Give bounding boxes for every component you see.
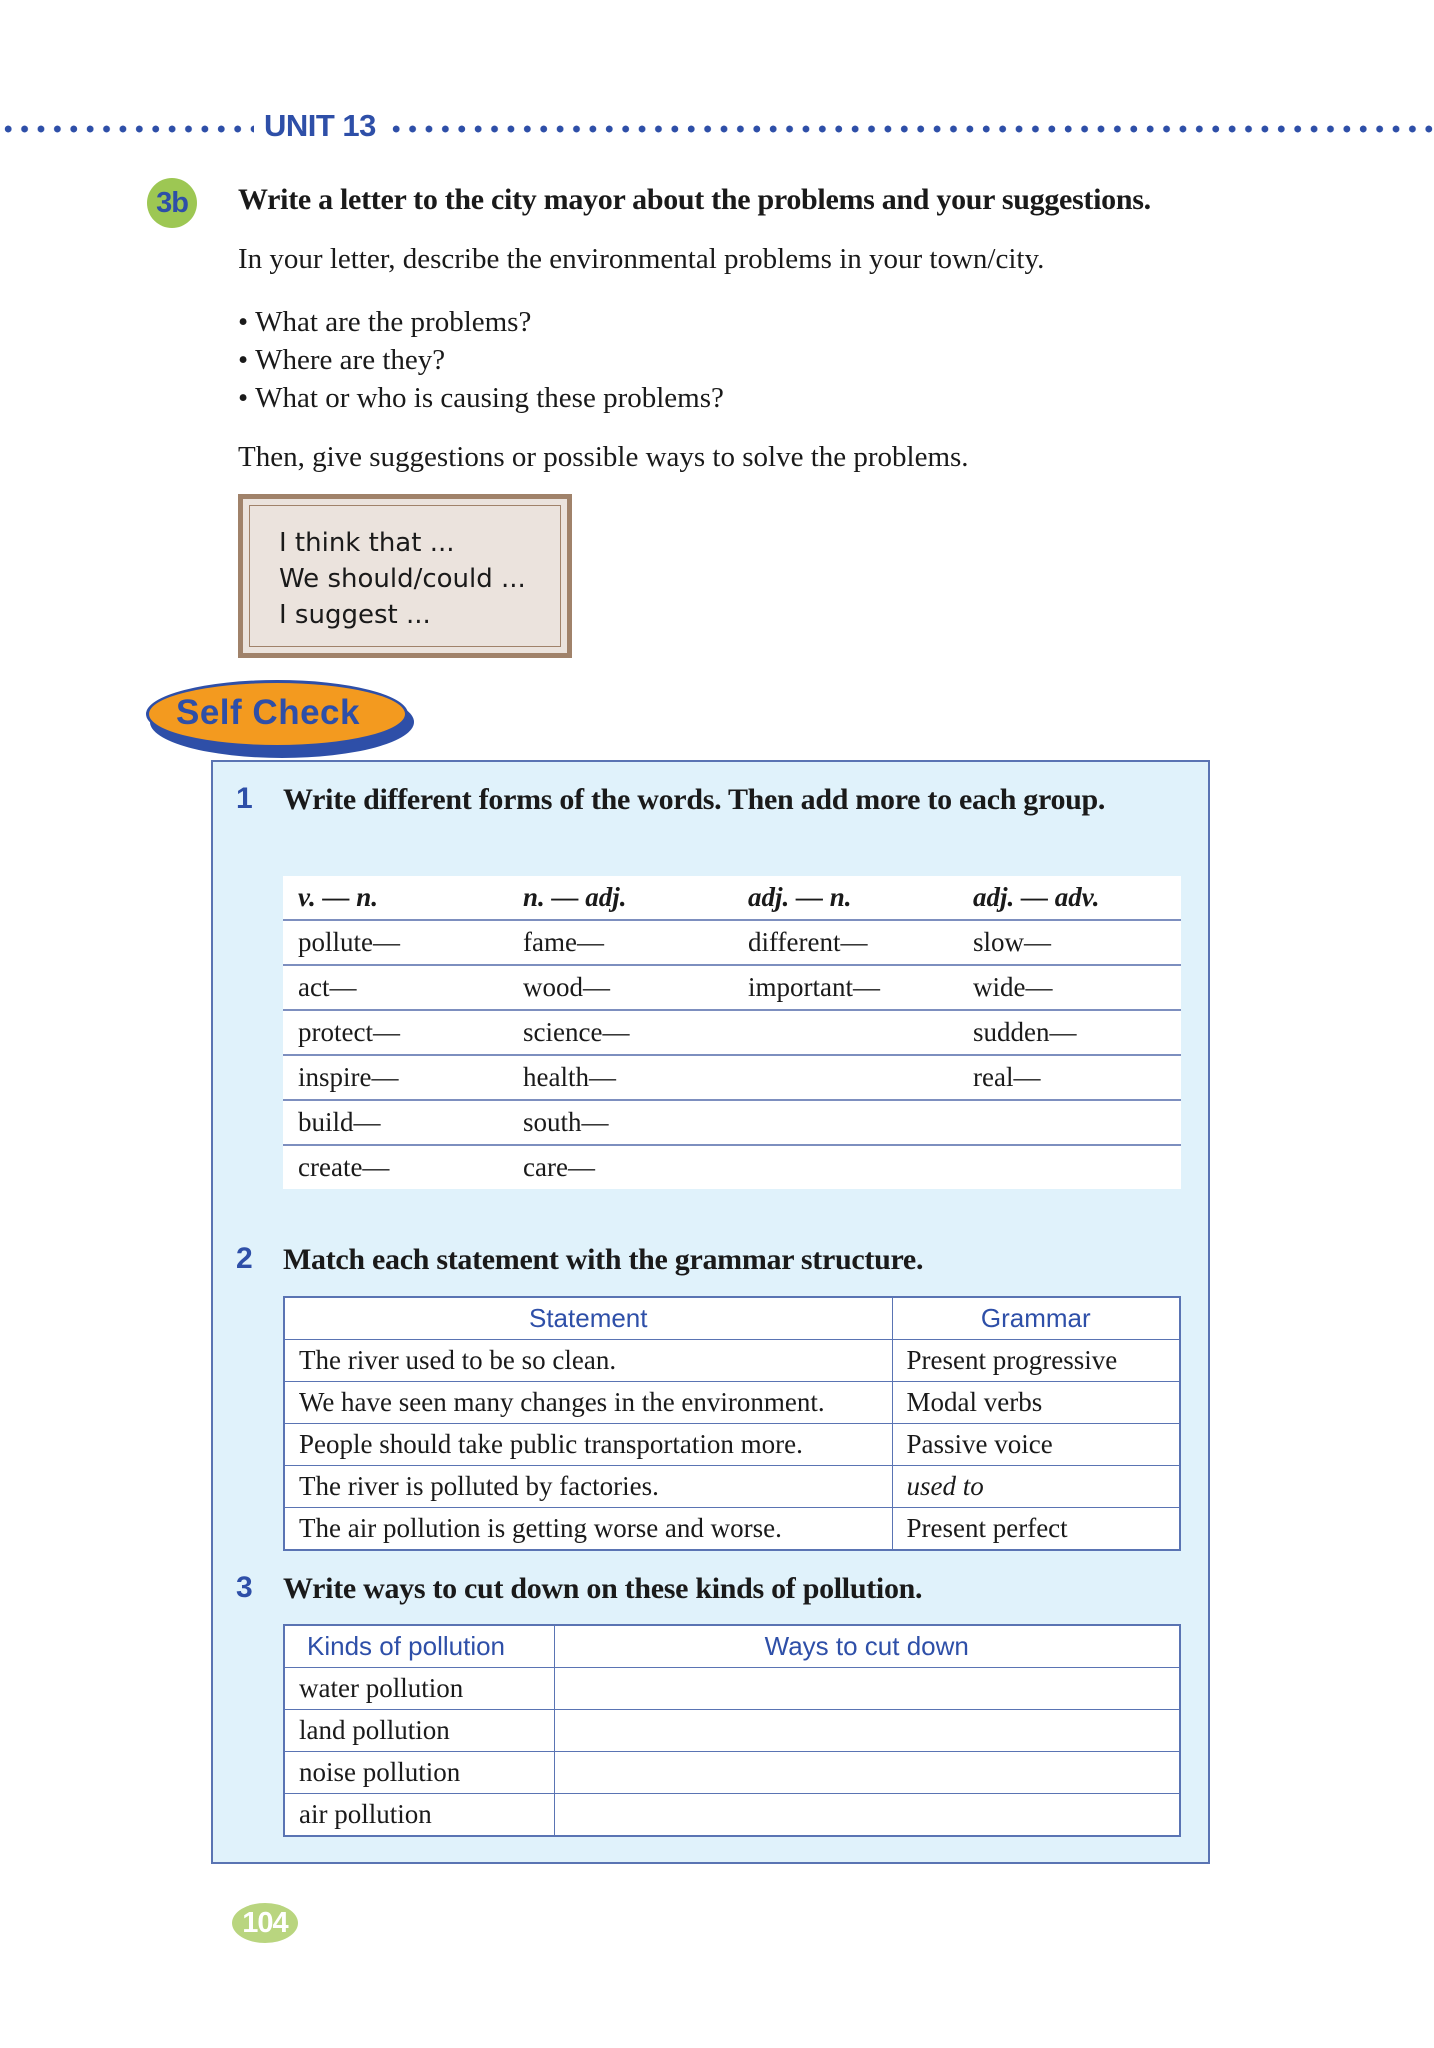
table-header-row [284,1297,1180,1340]
phrase: I think that ... [279,528,455,558]
table-row [284,1424,1180,1466]
table-row [283,1145,1181,1189]
table-cell: pollute— [283,920,508,965]
statement-cell: The air pollution is getting worse and worse. [284,1508,892,1551]
task-instruction: Then, give suggestions or possible ways to solve the problems. [238,441,969,473]
column-header: Grammar [892,1297,1180,1340]
answer-cell[interactable] [554,1668,1180,1710]
question-text: Write ways to cut down on these kinds of pollution. [283,1572,923,1605]
table-cell: important— [733,965,958,1010]
grammar-match-table [283,1296,1181,1551]
statement-cell: The river used to be so clean. [284,1340,892,1382]
unit-header [0,108,1434,148]
grammar-cell: Modal verbs [892,1382,1180,1424]
word-forms-table [283,876,1181,1189]
table-row [283,1010,1181,1055]
grammar-cell: Present progressive [892,1340,1180,1382]
table-cell: build— [283,1100,508,1145]
column-header: Ways to cut down [554,1625,1180,1668]
table-cell [733,1145,958,1189]
column-header: n. — adj. [523,882,627,912]
pollution-kind-cell: noise pollution [284,1752,554,1794]
table-cell: wide— [958,965,1181,1010]
table-cell: sudden— [958,1010,1181,1055]
phrase: I suggest ... [279,600,431,630]
table-row [284,1752,1180,1794]
phrase: We should/could ... [279,564,526,594]
table-cell: protect— [283,1010,508,1055]
table-row [284,1508,1180,1551]
statement-cell: We have seen many changes in the environment. [284,1382,892,1424]
table-cell: science— [508,1010,733,1055]
table-cell [733,1055,958,1100]
table-cell: different— [733,920,958,965]
table-cell: health— [508,1055,733,1100]
pollution-kind-cell: air pollution [284,1794,554,1837]
table-header-row [284,1625,1180,1668]
task-badge: 3b [147,178,197,228]
question-text: Write different forms of the words. Then add more to each group. [283,783,1106,816]
dotted-rule-left [0,125,254,133]
question-text: Match each statement with the grammar structure. [283,1243,924,1276]
table-row [283,965,1181,1010]
table-row [283,920,1181,965]
table-cell: fame— [508,920,733,965]
column-header: Kinds of pollution [284,1625,554,1668]
question-list [238,303,724,417]
self-check-label: Self Check [176,693,360,732]
table-row [283,1055,1181,1100]
list-item: • What or who is causing these problems? [238,379,724,417]
table-cell [958,1100,1181,1145]
task-title: Write a letter to the city mayor about the problems and your suggestions. [238,183,1151,216]
table-row [284,1466,1180,1508]
table-cell: real— [958,1055,1181,1100]
table-row [284,1668,1180,1710]
table-cell: wood— [508,965,733,1010]
list-item: • What are the problems? [238,303,724,341]
table-cell [733,1010,958,1055]
pollution-kind-cell: water pollution [284,1668,554,1710]
question-number: 3 [236,1571,253,1604]
dotted-rule-right [388,125,1434,133]
column-header: adj. — adv. [973,882,1100,912]
page-number: 104 [232,1903,298,1943]
table-header-row [283,876,1181,920]
pollution-kind-cell: land pollution [284,1710,554,1752]
table-cell: create— [283,1145,508,1189]
table-cell: slow— [958,920,1181,965]
grammar-cell: Present perfect [892,1508,1180,1551]
answer-cell[interactable] [554,1794,1180,1837]
table-row [284,1710,1180,1752]
column-header: adj. — n. [748,882,852,912]
self-check-banner [146,680,416,758]
task-intro: In your letter, describe the environmental problems in your town/city. [238,243,1045,275]
statement-cell: The river is polluted by factories. [284,1466,892,1508]
table-cell [733,1100,958,1145]
table-row [284,1340,1180,1382]
table-cell: south— [508,1100,733,1145]
statement-cell: People should take public transportation more. [284,1424,892,1466]
column-header: v. — n. [298,882,378,912]
grammar-cell: used to [892,1466,1180,1508]
column-header: Statement [284,1297,892,1340]
table-row [284,1794,1180,1837]
pollution-table [283,1624,1181,1837]
question-number: 1 [236,782,253,815]
table-row [283,1100,1181,1145]
table-row [284,1382,1180,1424]
unit-title: UNIT 13 [264,108,376,143]
table-cell [958,1145,1181,1189]
grammar-cell: Passive voice [892,1424,1180,1466]
table-cell: inspire— [283,1055,508,1100]
list-item: • Where are they? [238,341,724,379]
question-number: 2 [236,1242,253,1275]
table-cell: care— [508,1145,733,1189]
answer-cell[interactable] [554,1710,1180,1752]
table-cell: act— [283,965,508,1010]
answer-cell[interactable] [554,1752,1180,1794]
phrase-lines [279,525,526,633]
useful-phrases-box [238,494,572,658]
